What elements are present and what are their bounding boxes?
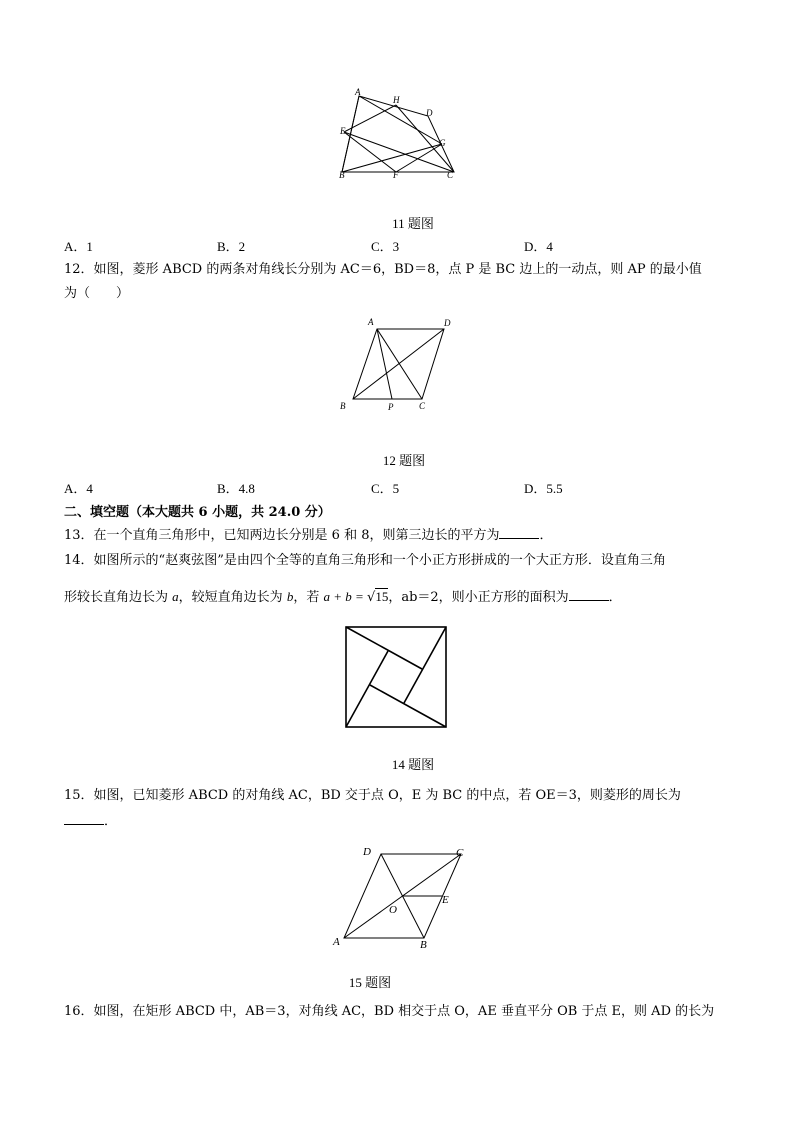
figure-15-caption: 15 题图 — [348, 975, 392, 990]
fig12-label-d: D — [444, 318, 451, 328]
fig12-label-b: B — [340, 401, 346, 411]
q12-option-a: A．4 — [64, 481, 93, 496]
q14-var-b: b — [286, 589, 294, 604]
fig12-label-p: P — [388, 402, 394, 412]
figure-12 — [334, 314, 464, 414]
fig15-label-e: E — [442, 894, 449, 906]
fig12-label-a: A — [368, 317, 374, 327]
q12-option-b: B．4.8 — [217, 481, 255, 496]
fig15-label-d: D — [363, 846, 371, 858]
q14-answer-blank[interactable] — [569, 588, 609, 601]
q14-text-line1: 14．如图所示的“赵爽弦图”是由四个全等的直角三角形和一个小正方形拼成的一个大正方形．设直角三角 — [64, 553, 666, 568]
q12-option-d: D．5.5 — [524, 481, 563, 496]
figure-14-caption: 14 题图 — [391, 757, 435, 772]
q13-end: ． — [539, 528, 553, 543]
q14-part-d: ，ab＝2，则小正方形的面积为 — [388, 590, 569, 605]
fig15-label-a: A — [333, 936, 340, 948]
q13-text — [64, 526, 553, 546]
q14-part-a: 形较长直角边长为 — [64, 590, 169, 605]
fig11-label-f: F — [393, 170, 399, 180]
fig11-label-g: G — [439, 138, 446, 148]
sqrt-symbol: √ — [367, 590, 376, 605]
q11-option-a: A．1 — [64, 239, 93, 254]
fig15-label-b: B — [420, 939, 427, 951]
q15-answer-blank[interactable] — [64, 812, 104, 825]
fig15-label-c: C — [456, 847, 464, 859]
q14-var-a: a — [172, 589, 179, 604]
q14-formula: a + b = — [323, 589, 368, 604]
q11-option-c: C．3 — [371, 239, 400, 254]
figure-11 — [330, 86, 460, 180]
q15-text-line2 — [64, 812, 117, 832]
q13-body: 13．在一个直角三角形中，已知两边长分别是 6 和 8，则第三边长的平方为 — [64, 528, 500, 543]
fig11-label-b: B — [339, 170, 345, 180]
fig11-label-c: C — [447, 170, 454, 180]
q11-option-d: D．4 — [524, 239, 553, 254]
sqrt-radicand: 15 — [375, 589, 389, 604]
q13-answer-blank[interactable] — [499, 526, 539, 539]
fig11-label-h: H — [393, 95, 400, 105]
q16-text: 16．如图，在矩形 ABCD 中，AB＝3，对角线 AC，BD 相交于点 O，AE 垂直平分 OB 于点 E，则 AD 的长为 — [64, 1004, 715, 1019]
figure-11-caption: 11 题图 — [392, 216, 434, 231]
q12-option-c: C．5 — [371, 481, 400, 496]
figure-14 — [344, 625, 448, 729]
fig11-label-e: E — [340, 126, 346, 136]
fig15-label-o: O — [389, 904, 397, 916]
fig11-label-a: A — [355, 87, 361, 97]
q15-end: ． — [104, 814, 118, 829]
figure-15 — [330, 842, 470, 952]
q14-part-c: ，若 — [293, 590, 320, 605]
q12-text-line2: 为（ ） — [64, 286, 130, 301]
fig11-label-d: D — [426, 108, 433, 118]
section-heading-fill-in: 二、填空题（本大题共 6 小题，共 24.0 分） — [64, 505, 331, 520]
q12-text-line1: 12．如图，菱形 ABCD 的两条对角线长分别为 AC＝6，BD＝8，点 P 是 BC 边上的一动点，则 AP 的最小值 — [64, 262, 702, 277]
fig12-label-c: C — [419, 401, 426, 411]
q11-option-b: B．2 — [217, 239, 246, 254]
q15-text-line1: 15．如图，已知菱形 ABCD 的对角线 AC，BD 交于点 O，E 为 BC 的中点，若 OE＝3，则菱形的周长为 — [64, 788, 681, 803]
q14-part-b: ，较短直角边长为 — [178, 590, 283, 605]
q14-end: ． — [608, 590, 622, 605]
figure-12-caption: 12 题图 — [382, 453, 426, 468]
q14-text-line2 — [64, 587, 622, 608]
